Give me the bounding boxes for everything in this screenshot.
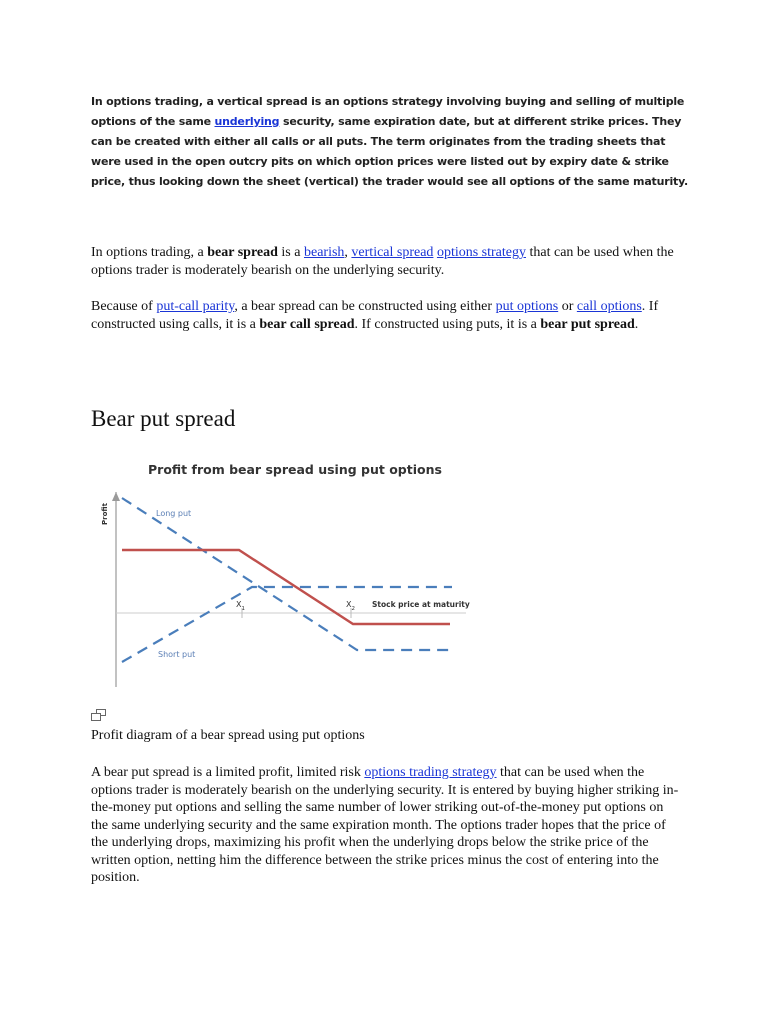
parity-text: .	[634, 316, 639, 332]
parity-text: . If constructed using puts, it is a	[354, 316, 541, 332]
parity-text: Because of	[91, 299, 157, 314]
bear-spread-bold: bear spread	[207, 245, 278, 260]
link-vertical-spread[interactable]: vertical spread	[351, 245, 434, 260]
bear-call-spread-bold: bear call spread	[259, 316, 355, 332]
chart-title: Profit from bear spread using put options	[148, 462, 442, 477]
def-text: ,	[344, 245, 352, 260]
section-heading: Bear put spread	[91, 406, 236, 431]
y-axis-label: Profit	[101, 503, 109, 525]
link-call-options[interactable]: call options	[576, 299, 642, 314]
short-put-label: Short put	[158, 650, 196, 659]
body-text: that can be used when the options trader is moderately bearish on the underlying security. It is entered by buying higher striking in-the-money put options and selling the same number of lower striking out-of-the-money put options on the same underlying security and the same expiration month. The options trader hopes that the price of the underlying drops, maximizing his profit when the underlying drops below the strike price of the written option, netting him the difference between the strike prices minus the cost of entering into the position.	[91, 765, 679, 885]
parity-paragraph	[91, 298, 681, 333]
x2-label: $X_2$	[346, 600, 355, 612]
parity-text: or	[558, 299, 577, 314]
parity-text: , a bear spread can be constructed using either	[234, 299, 496, 314]
bear-put-paragraph	[91, 764, 681, 887]
link-options-trading-strategy[interactable]: options trading strategy	[364, 765, 497, 780]
definition-paragraph	[91, 244, 681, 279]
link-bearish[interactable]: bearish	[303, 245, 345, 260]
bear-put-spread-bold: bear put spread	[540, 316, 635, 332]
link-put-options[interactable]: put options	[495, 299, 559, 314]
link-put-call-parity[interactable]: put-call parity	[156, 299, 235, 314]
y-axis-arrow	[112, 492, 120, 501]
figure-caption: Profit diagram of a bear spread using put options	[91, 728, 365, 743]
body-text: A bear put spread is a limited profit, limited risk	[91, 765, 365, 780]
long-put-label: Long put	[156, 509, 192, 518]
x1-label: $X_1$	[236, 600, 245, 612]
link-options-strategy[interactable]: options strategy	[436, 245, 526, 260]
parity-text: . If constructed using calls, it is a	[91, 299, 659, 332]
bear-spread-chart	[96, 452, 476, 692]
def-text: that can be used when the options trader is moderately bearish on the underlying security.	[91, 245, 674, 278]
intro-text-1: In options trading, a vertical spread is an options strategy involving buying and selling of multiple options of the same	[91, 95, 685, 128]
expand-image-icon[interactable]	[91, 709, 107, 721]
intro-text-2: security, same expiration date, but at different strike prices. They can be created with either all calls or all puts. The term originates from the trading sheets that were used in the open outcry pits on which option prices were listed out by expiry date & strike price, thus looking down the sheet (vertical) the trader would see all options of the same maturity.	[91, 115, 689, 188]
long-put-line	[122, 498, 452, 650]
def-text: In options trading, a	[91, 245, 208, 260]
intro-paragraph	[91, 92, 691, 192]
x-axis-label: Stock price at maturity	[372, 600, 470, 609]
def-text: is a	[277, 245, 304, 260]
link-underlying[interactable]: underlying	[214, 115, 280, 128]
